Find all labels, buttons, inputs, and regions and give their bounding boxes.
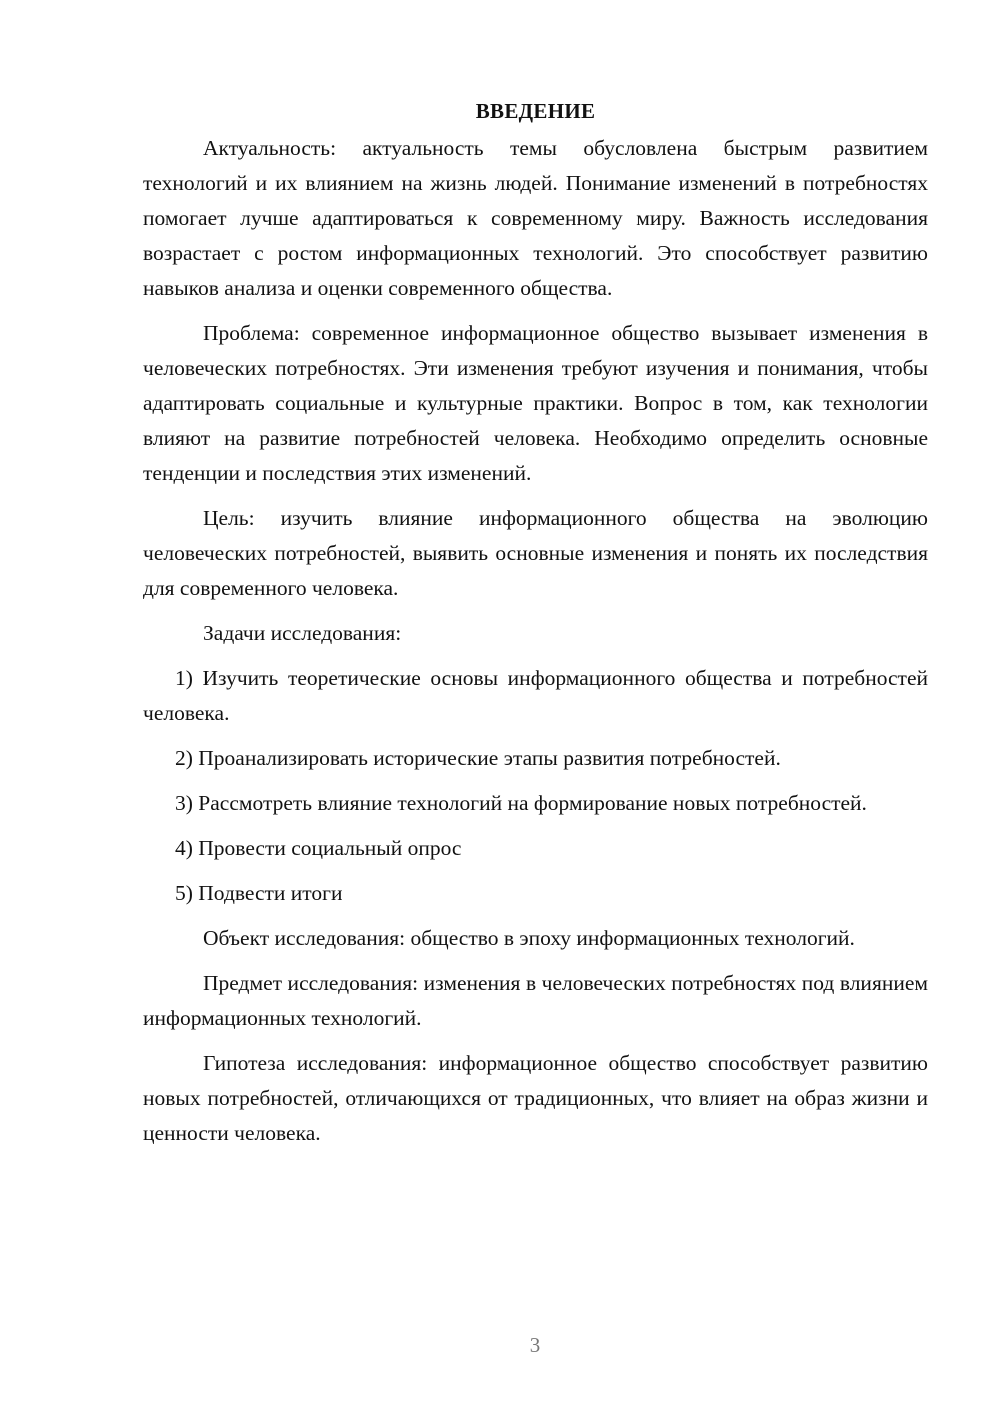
- paragraph-relevance: Актуальность: актуальность темы обусловлена быстрым развитием технологий и их влиянием на жизнь людей. Понимание изменений в потребностях помогает лучше адаптироваться к современному миру. Важность исследования возрастает с ростом информационных технологий. Это способствует развитию навыков анализа и оценки современного общества.: [143, 136, 928, 300]
- task-item-3: 3) Рассмотреть влияние технологий на формирование новых потребностей.: [175, 791, 867, 815]
- paragraph-hypothesis: Гипотеза исследования: информационное общество способствует развитию новых потребностей, отличающихся от традиционных, что влияет на образ жизни и ценности человека.: [143, 1051, 928, 1145]
- task-item-2: 2) Проанализировать исторические этапы развития потребностей.: [175, 746, 781, 770]
- paragraph-goal: Цель: изучить влияние информационного общества на эволюцию человеческих потребностей, выявить основные изменения и понять их последствия для современного человека.: [143, 506, 928, 600]
- paragraph-object: Объект исследования: общество в эпоху информационных технологий.: [203, 926, 855, 950]
- page-number: 3: [529, 1333, 541, 1357]
- task-item-5: 5) Подвести итоги: [175, 881, 343, 905]
- section-heading: ВВЕДЕНИЕ: [475, 99, 596, 123]
- task-item-4: 4) Провести социальный опрос: [175, 836, 462, 860]
- paragraph-tasks-title: Задачи исследования:: [203, 621, 402, 645]
- paragraph-subject: Предмет исследования: изменения в человеческих потребностях под влиянием информационных технологий.: [143, 971, 928, 1030]
- paragraph-problem: Проблема: современное информационное общество вызывает изменения в человеческих потребностях. Эти изменения требуют изучения и понимания, чтобы адаптировать социальные и культурные практики. Вопрос в том, как технологии влияют на развитие потребностей человека. Необходимо определить основные тенденции и последствия этих изменений.: [143, 321, 928, 485]
- document-page: [143, 96, 928, 1161]
- task-item-1: 1) Изучить теоретические основы информационного общества и потребностей человека.: [143, 666, 928, 725]
